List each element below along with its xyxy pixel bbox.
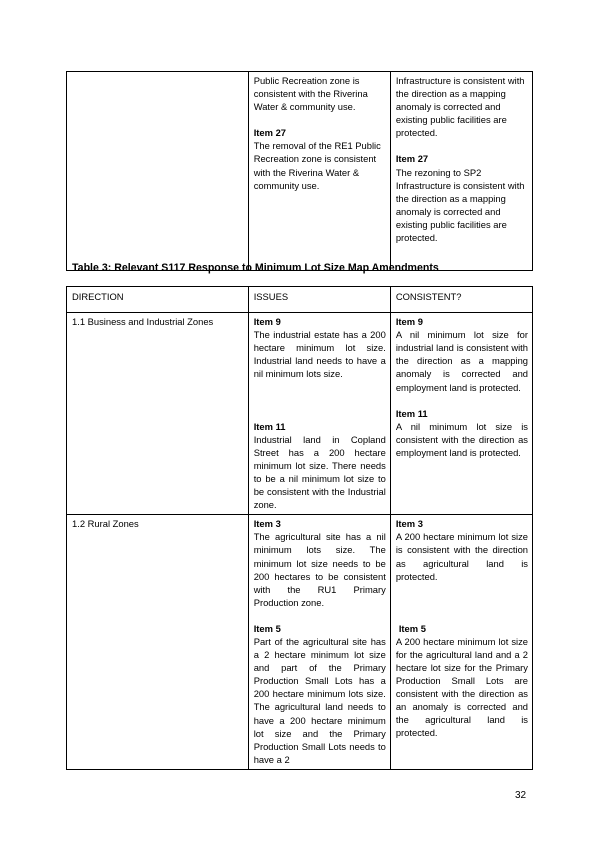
consistent-item	[396, 622, 528, 740]
consistent-text: Infrastructure is consistent with the direction as a mapping anomaly is corrected and existing public facilities are protected.	[395, 75, 525, 139]
consistent-item	[396, 517, 528, 582]
item-title: Item 3	[253, 518, 281, 530]
item-title: Item 11	[395, 407, 428, 419]
header-consistent: CONSISTENT?	[390, 287, 532, 313]
item-title: Item 27	[253, 127, 286, 139]
direction-cell: 1.2 Rural Zones	[67, 515, 249, 770]
issue-text: Part of the agricultural site has a 2 hectare minimum lot size and part of the Primary Production Small Lots has a 200 hectare minimum lots size. The agricultural land needs to have a 200 hectare minimum lot size and the Primary Production Small Lots needs to have a 2	[253, 635, 386, 765]
direction-cell: 1.1 Business and Industrial Zones	[67, 313, 249, 515]
consistent-item	[396, 74, 528, 139]
table-header-row	[67, 287, 533, 313]
header-issues: ISSUES	[248, 287, 390, 313]
issue-text: Public Recreation zone is consistent with the Riverina Water & community use.	[253, 75, 368, 113]
issue-item	[254, 126, 386, 191]
table-3	[66, 286, 533, 770]
issue-item	[254, 420, 386, 512]
consistent-cell	[390, 313, 532, 515]
consistent-item	[396, 315, 528, 394]
consistent-text: A 200 hectare minimum lot size is consistent with the direction as agricultural land is protected.	[395, 531, 528, 582]
item-title: Item 27	[395, 153, 429, 165]
table-row	[67, 313, 533, 515]
consistent-item	[396, 407, 528, 459]
issue-item	[254, 622, 386, 766]
issues-cell	[248, 515, 390, 770]
consistent-text: A 200 hectare minimum lot size for the agricultural land and a 2 hectare lot size for the Primary Production Small Lots are consistent with the direction as an anomaly is corrected and the agricultural land is protected.	[395, 635, 528, 739]
table-row	[67, 515, 533, 770]
issue-text: The industrial estate has a 200 hectare minimum lot size. Industrial land needs to have a nil minimum lots size.	[253, 329, 386, 380]
issue-text: The agricultural site has a nil minimum lots size. The minimum lot size needs to be 200 hectares to be consistent with the RU1 Primary Production zone.	[253, 531, 386, 608]
item-title: Item 3	[395, 518, 423, 530]
header-direction: DIRECTION	[67, 287, 249, 313]
issues-cell	[248, 313, 390, 515]
table-2-continued	[66, 71, 533, 271]
issues-cell	[248, 72, 390, 271]
item-title: Item 5	[398, 622, 426, 634]
consistent-cell	[390, 515, 532, 770]
table-row	[67, 72, 533, 271]
item-title: Item 9	[253, 316, 281, 328]
issue-item	[254, 315, 386, 380]
consistent-cell	[390, 72, 532, 271]
item-title: Item 11	[253, 420, 286, 432]
issue-text: The removal of the RE1 Public Recreation zone is consistent with the Riverina Water & community use.	[253, 140, 381, 191]
issue-item	[254, 74, 386, 113]
consistent-item	[396, 152, 528, 244]
item-title: Item 9	[395, 316, 423, 328]
consistent-text: A nil minimum lot size for industrial land is consistent with the direction as a mapping anomaly is corrected and employment land is protected.	[395, 329, 528, 393]
item-title: Item 5	[253, 622, 281, 634]
table-caption: Table 3: Relevant S117 Response to Minimum Lot Size Map Amendments	[72, 262, 439, 274]
consistent-text: A nil minimum lot size is consistent with the direction as employment land is protected.	[395, 420, 528, 458]
issue-text: Industrial land in Copland Street has a 200 hectare minimum lot size. There needs to be a nil minimum lot size to be consistent with the Industrial zone.	[253, 433, 386, 511]
direction-cell	[67, 72, 249, 271]
page-number: 32	[515, 790, 527, 801]
issue-item	[254, 517, 386, 609]
consistent-text: The rezoning to SP2 Infrastructure is consistent with the direction as a mapping anomaly is corrected and existing public facilities are protected.	[395, 166, 525, 244]
